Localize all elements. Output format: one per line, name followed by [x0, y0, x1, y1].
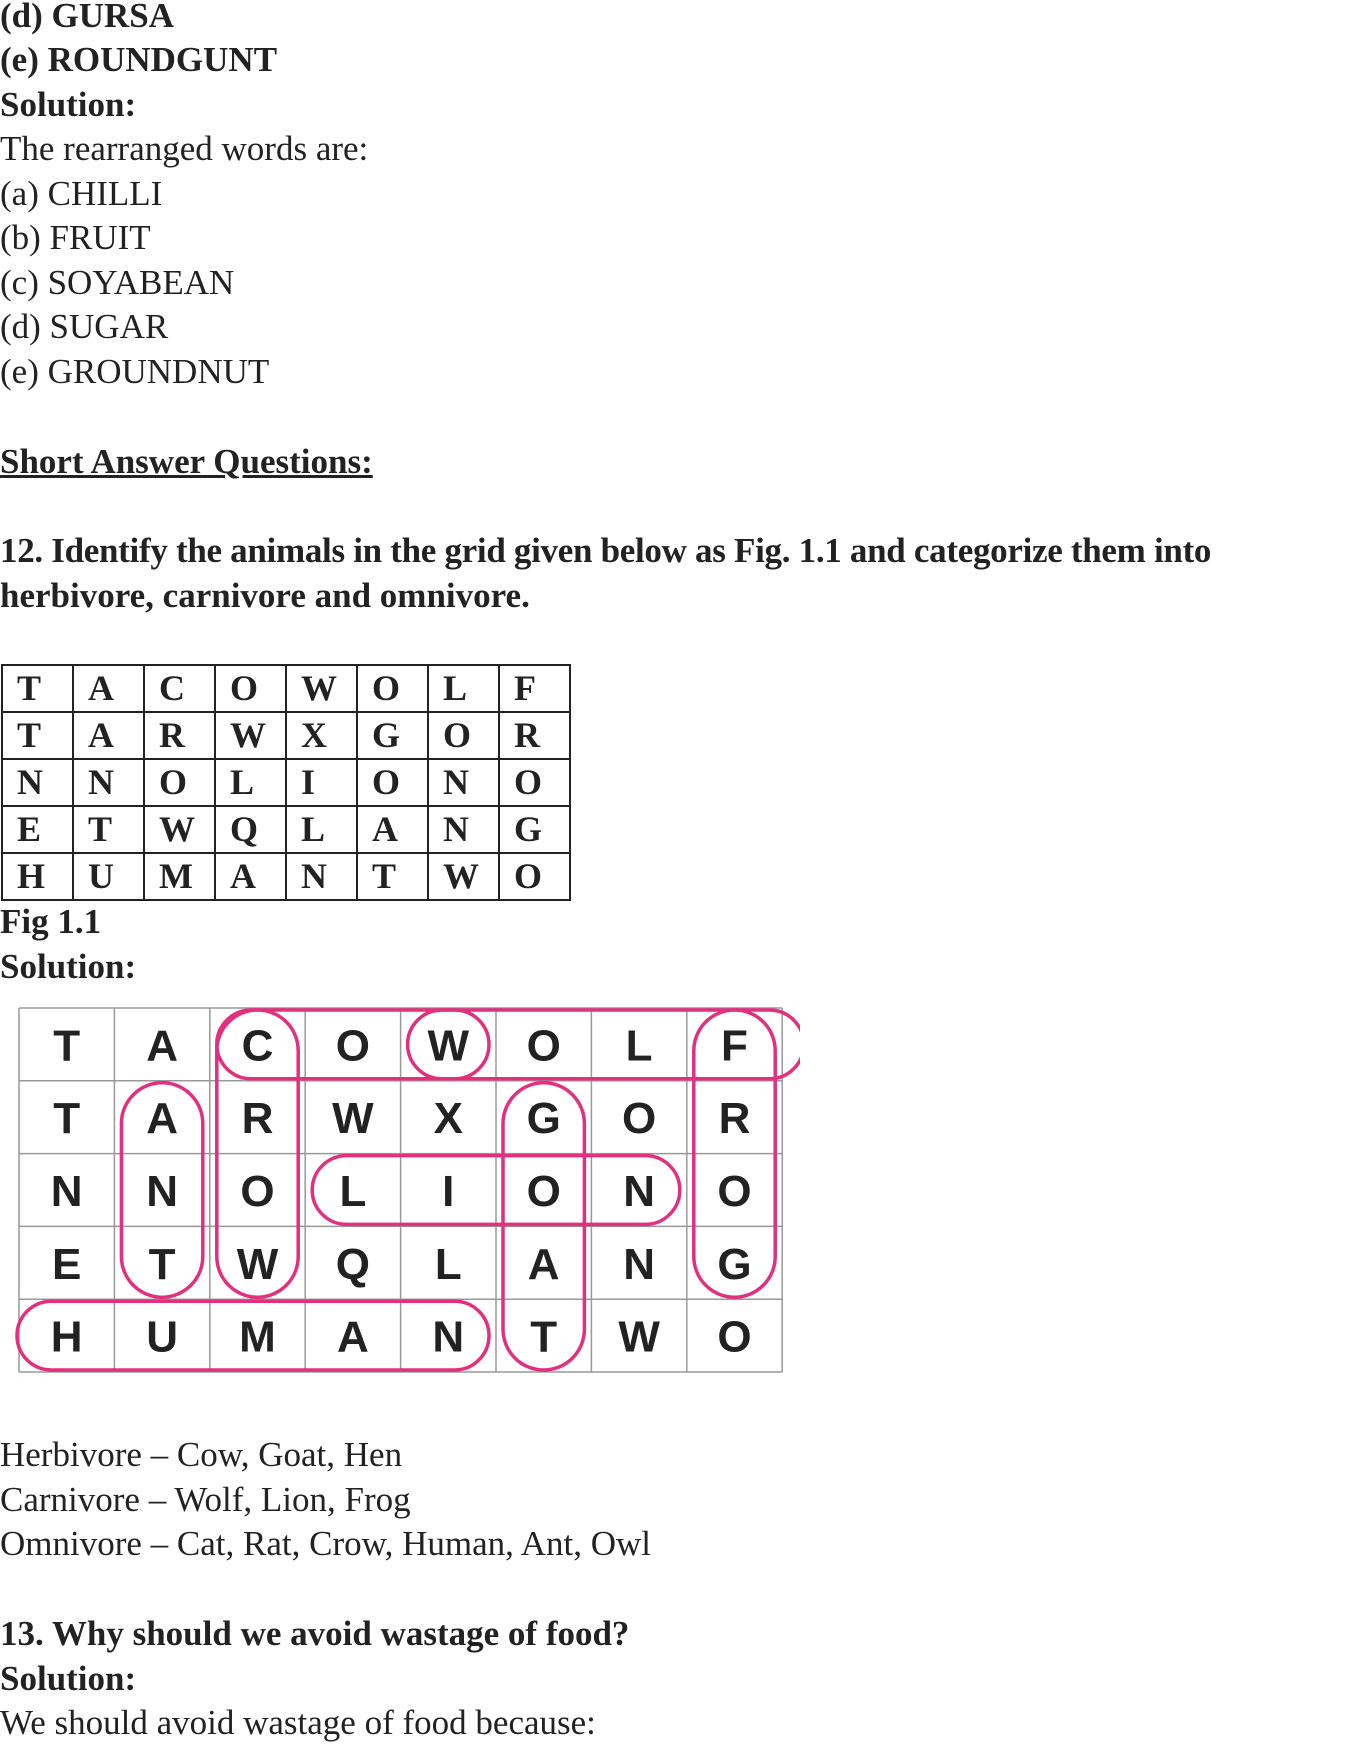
grid-cell: I	[286, 759, 357, 806]
answer-a: (a) CHILLI	[0, 174, 163, 213]
grid-cell: W	[428, 853, 499, 900]
grid-cell: N	[2, 759, 73, 806]
solution-cell-letter: T	[53, 1094, 81, 1144]
grid-row	[2, 712, 570, 759]
grid-cell: O	[215, 665, 286, 712]
solution-cell-letter: O	[717, 1167, 752, 1216]
grid-cell: A	[73, 712, 144, 759]
solution-cell-letter: N	[623, 1239, 655, 1289]
grid-cell: R	[144, 712, 215, 759]
grid-cell: N	[428, 759, 499, 806]
solution-cell-letter: L	[434, 1239, 462, 1289]
oval-cow-wolf	[217, 1010, 800, 1079]
item-e: (e) ROUNDGUNT	[0, 40, 278, 79]
carnivore-line: Carnivore – Wolf, Lion, Frog	[0, 1480, 411, 1519]
item-d: (d) GURSA	[0, 0, 175, 35]
solution-cell-letter: T	[148, 1239, 176, 1289]
solution-cell-letter: R	[718, 1094, 751, 1144]
solution-cell-letter: W	[427, 1021, 470, 1071]
grid-row	[2, 665, 570, 712]
grid-cell: T	[357, 853, 428, 900]
solution-cell-letter: H	[50, 1312, 83, 1362]
solution-cell-letter: A	[527, 1239, 560, 1289]
answer-c: (c) SOYABEAN	[0, 263, 235, 302]
grid-row	[2, 806, 570, 853]
solution-cell-letter: U	[146, 1312, 178, 1362]
solution-cell-letter: G	[526, 1094, 561, 1144]
q13-answer-intro: We should avoid wastage of food because:	[0, 1703, 596, 1742]
answer-b: (b) FRUIT	[0, 218, 151, 257]
grid-cell: F	[499, 665, 570, 712]
grid-cell: R	[499, 712, 570, 759]
solution-cell-letter: O	[621, 1094, 657, 1144]
grid-cell: O	[428, 712, 499, 759]
solution-cell-letter: G	[717, 1239, 752, 1289]
q12-line1: 12. Identify the animals in the grid given below as Fig. 1.1 and categorize them into	[0, 531, 1212, 570]
q12-solution-label: Solution:	[0, 947, 137, 986]
solution-cell-letter: N	[50, 1167, 83, 1216]
herbivore-line: Herbivore – Cow, Goat, Hen	[0, 1435, 403, 1474]
solution-cell-letter: C	[241, 1021, 274, 1071]
grid-cell: N	[428, 806, 499, 853]
solution-cell-letter: A	[337, 1312, 369, 1362]
grid-cell: W	[215, 712, 286, 759]
solution-cell-letter: W	[236, 1239, 279, 1289]
puzzle-grid	[1, 664, 571, 901]
grid-cell: H	[2, 853, 73, 900]
solution-cell-letter: T	[530, 1312, 558, 1362]
grid-cell: O	[357, 759, 428, 806]
solution-label: Solution:	[0, 85, 137, 124]
grid-cell: T	[73, 806, 144, 853]
grid-cell: U	[73, 853, 144, 900]
answer-d: (d) SUGAR	[0, 307, 169, 346]
grid-cell: E	[2, 806, 73, 853]
grid-cell: L	[286, 806, 357, 853]
q13-solution-label: Solution:	[0, 1659, 137, 1698]
grid-cell: A	[215, 853, 286, 900]
grid-cell: W	[144, 806, 215, 853]
grid-cell: O	[144, 759, 215, 806]
grid-cell: C	[144, 665, 215, 712]
solution-cell-letter: L	[625, 1021, 653, 1071]
solution-cell-letter: A	[146, 1094, 178, 1144]
grid-cell: G	[499, 806, 570, 853]
solution-cell-letter: W	[618, 1312, 660, 1362]
rearranged-intro: The rearranged words are:	[0, 129, 369, 168]
answer-e: (e) GROUNDNUT	[0, 352, 270, 391]
grid-cell: G	[357, 712, 428, 759]
grid-cell: L	[428, 665, 499, 712]
grid-cell: N	[73, 759, 144, 806]
solution-cell-letter: O	[526, 1021, 561, 1071]
solution-cell-letter: R	[241, 1094, 274, 1144]
solution-cell-letter: Q	[335, 1239, 371, 1289]
grid-cell: M	[144, 853, 215, 900]
solution-cell-letter: T	[53, 1021, 81, 1071]
grid-cell: X	[286, 712, 357, 759]
grid-cell: T	[2, 665, 73, 712]
grid-row	[2, 759, 570, 806]
solution-cell-letter: I	[442, 1167, 455, 1216]
grid-cell: L	[215, 759, 286, 806]
solution-cell-letter: N	[623, 1167, 655, 1216]
grid-cell: W	[286, 665, 357, 712]
solution-cell-letter: A	[146, 1021, 178, 1071]
omnivore-line: Omnivore – Cat, Rat, Crow, Human, Ant, Owl	[0, 1524, 652, 1563]
solution-cell-letter: O	[526, 1167, 561, 1216]
fig-caption: Fig 1.1	[0, 902, 102, 941]
solution-cell-letter: W	[332, 1094, 374, 1144]
section-heading: Short Answer Questions:	[0, 442, 373, 481]
grid-cell: T	[2, 712, 73, 759]
solution-cell-letter: O	[717, 1312, 752, 1362]
solution-cell-letter: N	[432, 1312, 465, 1362]
solution-cell-letter: F	[721, 1021, 748, 1071]
grid-cell: O	[499, 853, 570, 900]
grid-cell: A	[357, 806, 428, 853]
solution-cell-letter: E	[52, 1239, 82, 1289]
grid-row	[2, 853, 570, 900]
grid-cell: O	[357, 665, 428, 712]
solution-cell-letter: X	[433, 1094, 463, 1144]
grid-cell: A	[73, 665, 144, 712]
grid-cell: O	[499, 759, 570, 806]
solution-cell-letter: L	[339, 1167, 367, 1216]
solution-cell-letter: M	[239, 1312, 276, 1362]
grid-cell: N	[286, 853, 357, 900]
solution-cell-letter: N	[146, 1167, 178, 1216]
q12-line2: herbivore, carnivore and omnivore.	[0, 576, 530, 615]
q13-question: 13. Why should we avoid wastage of food?	[0, 1614, 630, 1653]
solution-cell-letter: O	[240, 1167, 275, 1216]
solution-cell-letter: O	[335, 1021, 371, 1071]
grid-cell: Q	[215, 806, 286, 853]
